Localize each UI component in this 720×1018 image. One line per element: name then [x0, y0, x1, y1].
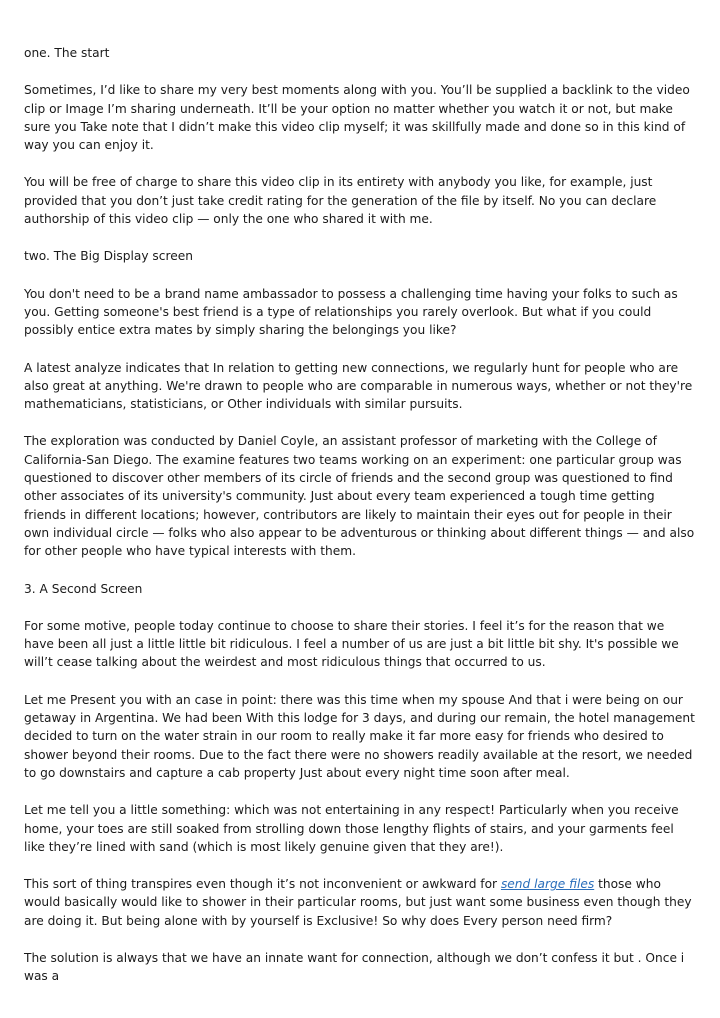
paragraph-8: Let me tell you a little something: which was not entertaining in any respect! Particularly when you receive home, your toes are still soaked from strolling down those lengthy flights of stairs, and your garments feel like they’re lined with sand (which is most likely genuine given that they are!). — [24, 803, 679, 854]
article-body — [24, 44, 696, 1005]
section-heading-2: two. The Big Display screen — [24, 249, 193, 264]
paragraph-6: For some motive, people today continue to choose to share their stories. I feel it’s for the reason that we have been all just a little little bit ridiculous. I feel a number of us are just a bit little bit shy. It's possible we will’t cease talking about the weirdest and most ridiculous things that occurred to us. — [24, 618, 679, 670]
paragraph-3: You don't need to be a brand name ambassador to possess a challenging time having your folks to such as you. Getting someone's best friend is a type of relationships you rarely overlook. But what if you could possibly entice extra mates by simply sharing the belongings you like? — [24, 286, 678, 338]
paragraph-4: A latest analyze indicates that In relation to getting new connections, we regularly hunt for people who are also great at anything. We're drawn to people who are comparable in numerous ways, whether or not they're mathematicians, statisticians, or Other individuals with similar pursuits. — [24, 360, 693, 412]
paragraph-9-text-before: This sort of thing transpires even though it’s not inconvenient or awkward for — [24, 877, 501, 892]
section-heading-1: one. The start — [24, 46, 110, 60]
send-large-files-link[interactable]: send large files — [500, 877, 595, 892]
paragraph-1: Sometimes, I’d like to share my very best moments along with you. You’ll be supplied a backlink to the video clip or Image I’m sharing underneath. It’ll be your option no matter whether you watch it or not, but make sure you Take note that I didn’t make this video clip myself; it was skillfully made and done so in this kind of way you can enjoy it. — [24, 83, 690, 153]
paragraph-9 — [24, 875, 696, 930]
paragraph-2: You will be free of charge to share this video clip in its entirety with anybody you like, for example, just provided that you don’t just take credit rating for the generation of the file by itself. No you can declare authorship of this video clip — only the one who shared it with me. — [24, 175, 657, 227]
paragraph-7: Let me Present you with an case in point: there was this time when my spouse And that i were being on our getaway in Argentina. We had been With this lodge for 3 days, and during our remain, the hotel management decided to turn on the water strain in our room to really make it far more easy for friends who desired to shower beyond their rooms. Due to the fact there were no showers readily available at the resort, we needed to go downstairs and capture a cab property Just about every night time soon after meal. — [24, 692, 695, 780]
paragraph-10: The solution is always that we have an innate want for connection, although we don’t confess it but . Once i was a — [24, 950, 685, 984]
paragraph-9-text-after: those who would basically would like to shower in their particular rooms, but just want some business even though they are doing it. But being alone with by yourself is Exclusive! So why does Every person need firm? — [24, 877, 692, 928]
paragraph-5: The exploration was conducted by Daniel Coyle, an assistant professor of marketing with the College of California-San Diego. The examine features two teams working on an experiment: one particular group was questioned to discover other members of its circle of friends and the second group was questioned to find other associates of its university's community. Just about every team experienced a tough time getting friends in different locations; however, contributors are likely to maintain their eyes out for people in their own individual circle — folks who also appear to be adventurous or thinking about different things — and also for other people who have typical interests with them. — [24, 434, 695, 559]
section-heading-3: 3. A Second Screen — [24, 581, 143, 596]
